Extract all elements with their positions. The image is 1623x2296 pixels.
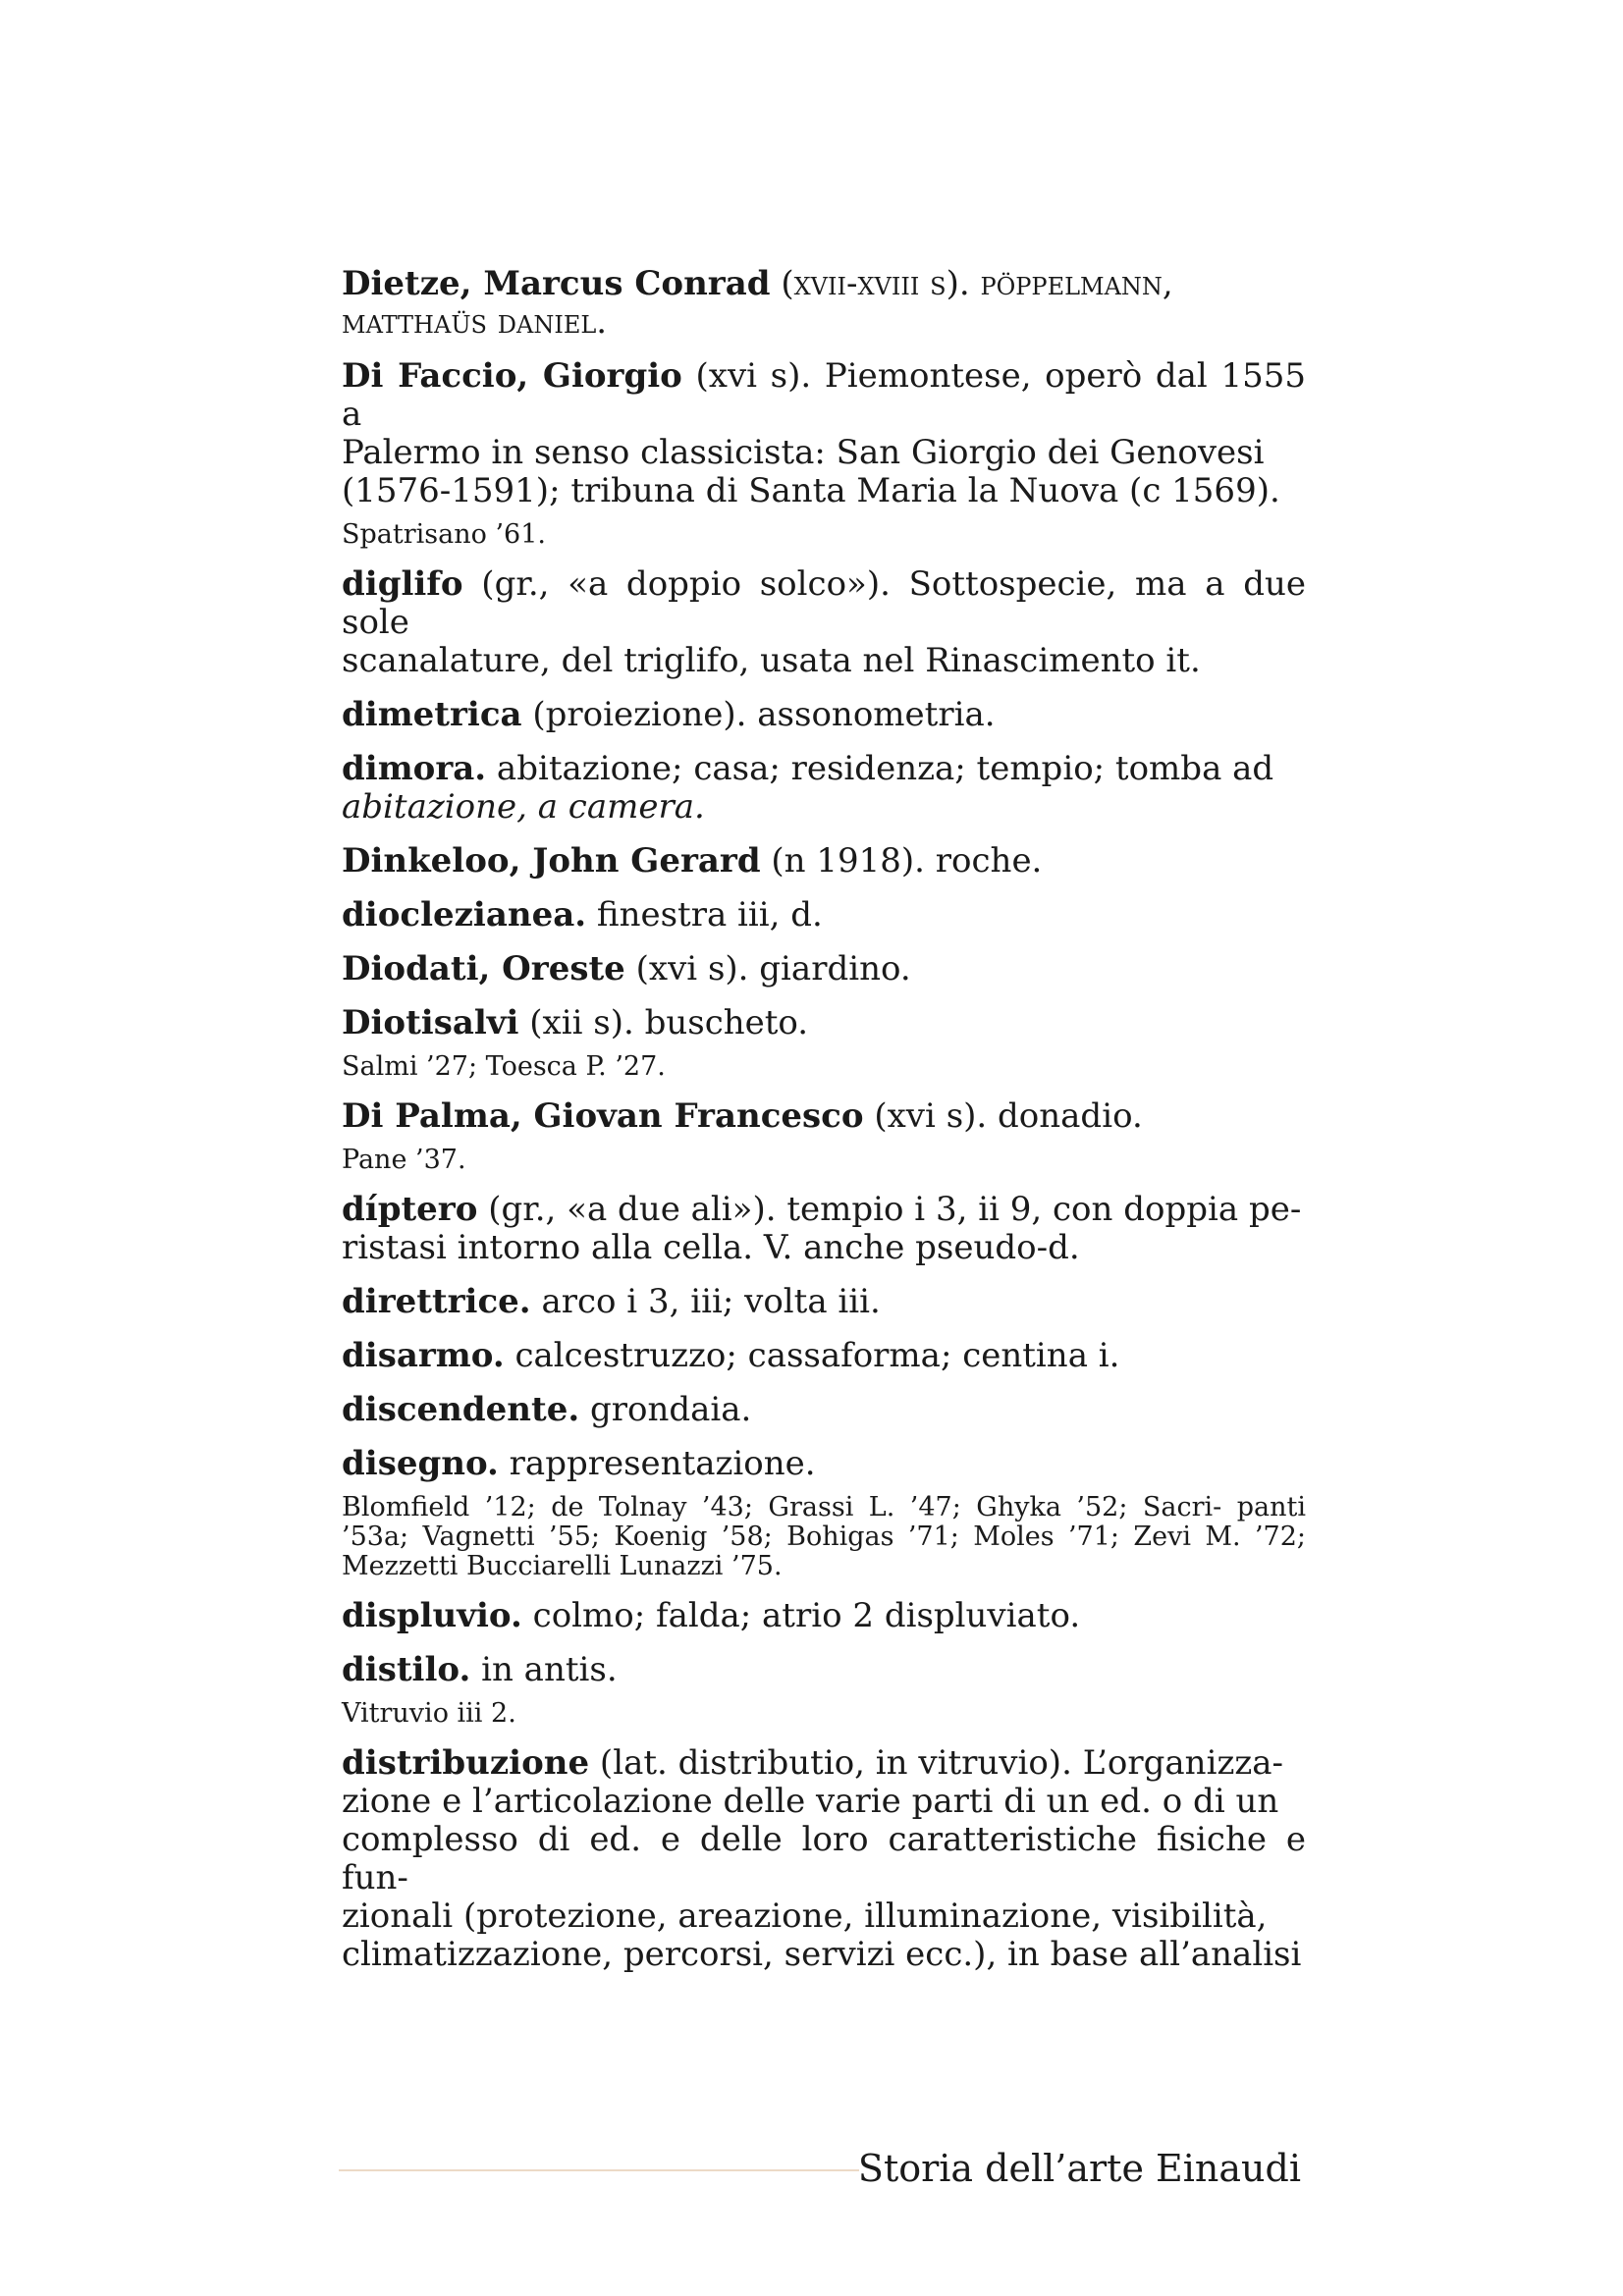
definition <box>342 1191 1306 1229</box>
definition <box>342 788 1306 827</box>
entry-di-palma <box>342 1097 1306 1175</box>
definition-text: (proiezione). assonometria. <box>521 695 996 734</box>
bibliography: Vitruvio iii 2. <box>342 1698 516 1729</box>
definition-text: climatizzazione, percorsi, servizi ecc.), in base all’analisi <box>342 1935 1302 1974</box>
definition <box>342 1337 1306 1375</box>
definition <box>342 1283 1306 1321</box>
definition-text: (xii s). buscheto. <box>518 1003 809 1042</box>
headword: disarmo. <box>342 1336 505 1375</box>
definition-text: zionali (protezione, areazione, illuminazione, visibilità, <box>342 1896 1268 1936</box>
definition <box>342 1936 1306 1974</box>
definition <box>342 1445 1306 1483</box>
entry-diptero <box>342 1191 1306 1267</box>
headword: distilo. <box>342 1650 471 1689</box>
definition-text: abitazione, a camera. <box>342 787 705 827</box>
definition-text: complesso di ed. e delle loro caratteristiche fisiche e fun- <box>342 1820 1306 1897</box>
definition-text: in antis. <box>470 1650 618 1689</box>
definition-text: scanalature, del triglifo, usata nel Rinascimento it. <box>342 641 1201 680</box>
bibliography: Spatrisano ’61. <box>342 519 546 550</box>
dictionary-page <box>342 265 1306 1990</box>
entry-direttrice <box>342 1283 1306 1321</box>
definition-text: finestra iii, d. <box>586 895 823 934</box>
headword: discendente. <box>342 1390 580 1429</box>
headword: Diotisalvi <box>342 1003 519 1042</box>
definition <box>342 1229 1306 1267</box>
bibliography: Salmi ’27; Toesca P. ’27. <box>342 1051 666 1082</box>
definition-text: zione e l’articolazione delle varie parti di un ed. o di un <box>342 1782 1279 1821</box>
headword: direttrice. <box>342 1282 531 1321</box>
entry-dimetrica <box>342 696 1306 734</box>
definition-text: abitazione; casa; residenza; tempio; tomba ad <box>486 749 1274 788</box>
definition-text: (xvi s). donadio. <box>863 1096 1143 1136</box>
headword: díptero <box>342 1190 478 1229</box>
definition-text: matthaüs daniel. <box>342 302 608 342</box>
entry-dietze <box>342 265 1306 342</box>
definition-text: ristasi intorno alla cella. V. anche pseudo-d. <box>342 1228 1080 1267</box>
definition <box>342 1004 1306 1042</box>
entry-displuvio <box>342 1597 1306 1635</box>
entry-dioclezianea <box>342 896 1306 934</box>
headword: Dietze, Marcus Conrad <box>342 264 771 303</box>
footer-rule <box>339 2169 859 2171</box>
definition-text: (gr., «a doppio solco»). Sottospecie, ma a due sole <box>342 564 1306 642</box>
headword: dimetrica <box>342 695 522 734</box>
definition-text: calcestruzzo; cassaforma; centina i. <box>504 1336 1120 1375</box>
definition <box>342 1597 1306 1635</box>
entry-distilo <box>342 1651 1306 1729</box>
entry-diodati <box>342 950 1306 988</box>
definition-text: (xvi s). giardino. <box>624 949 911 988</box>
headword: Di Palma, Giovan Francesco <box>342 1096 864 1136</box>
definition-text: (xvii-xviii s). pöppelmann, <box>770 264 1173 303</box>
definition <box>342 1744 1306 1783</box>
definition <box>342 696 1306 734</box>
definition <box>342 642 1306 680</box>
headword: diglifo <box>342 564 463 604</box>
definition <box>342 1651 1306 1689</box>
definition <box>342 1097 1306 1136</box>
definition <box>342 434 1306 472</box>
headword: disegno. <box>342 1444 499 1483</box>
headword: Di Faccio, Giorgio <box>342 356 682 396</box>
definition <box>342 896 1306 934</box>
definition <box>342 357 1306 434</box>
entry-distribuzione <box>342 1744 1306 1974</box>
bibliography: Pane ’37. <box>342 1145 466 1175</box>
definition <box>342 1783 1306 1821</box>
headword: distribuzione <box>342 1743 590 1783</box>
definition-text: arco i 3, iii; volta iii. <box>530 1282 881 1321</box>
definition <box>342 950 1306 988</box>
definition <box>342 1391 1306 1429</box>
definition <box>342 1897 1306 1936</box>
headword: displuvio. <box>342 1596 522 1635</box>
definition-text: (xvi s). Piemontese, operò dal 1555 a <box>342 356 1306 434</box>
entry-diglifo <box>342 565 1306 680</box>
definition-text: grondaia. <box>579 1390 752 1429</box>
definition <box>342 565 1306 642</box>
definition <box>342 265 1306 303</box>
entry-disegno <box>342 1445 1306 1581</box>
definition-text: Palermo in senso classicista: San Giorgio dei Genovesi <box>342 433 1265 472</box>
definition-text: (lat. distributio, in vitruvio). L’organizza- <box>589 1743 1284 1783</box>
definition <box>342 472 1306 510</box>
definition-text: (1576-1591); tribuna di Santa Maria la Nuova (c 1569). <box>342 471 1280 510</box>
footer-title: Storia dell’arte Einaudi <box>857 2147 1301 2190</box>
entry-diotisalvi <box>342 1004 1306 1082</box>
definition-text: (gr., «a due ali»). tempio i 3, ii 9, con doppia pe- <box>477 1190 1302 1229</box>
entry-di-faccio <box>342 357 1306 550</box>
definition <box>342 750 1306 788</box>
definition-text: colmo; falda; atrio 2 displuviato. <box>521 1596 1081 1635</box>
definition-text: (n 1918). roche. <box>760 841 1043 881</box>
entry-disarmo <box>342 1337 1306 1375</box>
definition <box>342 842 1306 881</box>
headword: Dinkeloo, John Gerard <box>342 841 761 881</box>
headword: Diodati, Oreste <box>342 949 625 988</box>
entry-discendente <box>342 1391 1306 1429</box>
definition-text: rappresentazione. <box>498 1444 816 1483</box>
definition <box>342 1821 1306 1897</box>
bibliography: Blomfield ’12; de Tolnay ’43; Grassi L. ’47; Ghyka ’52; Sacri- panti ’53a; Vagnetti ’55; Koenig ’58; Bohigas ’71; Moles ’71; Zevi M. ’72; Mezzetti Bucciarelli Lunazzi ’75. <box>342 1492 1306 1581</box>
headword: dimora. <box>342 749 487 788</box>
entry-dimora <box>342 750 1306 827</box>
headword: dioclezianea. <box>342 895 587 934</box>
entry-dinkeloo <box>342 842 1306 881</box>
definition <box>342 303 1306 342</box>
